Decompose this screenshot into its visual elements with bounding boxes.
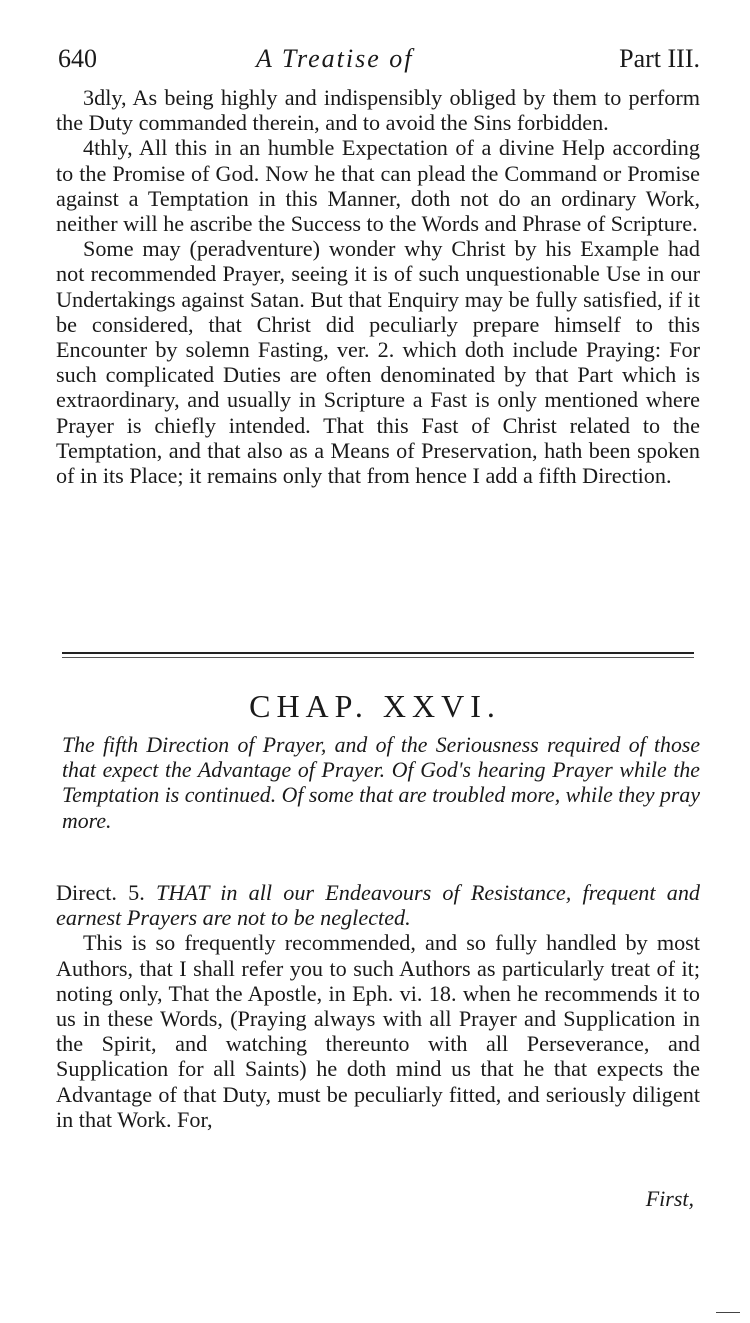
catchword: First, bbox=[645, 1186, 694, 1211]
chapter-heading: CHAP. XXVI. bbox=[249, 688, 501, 724]
section-divider bbox=[62, 652, 694, 654]
running-header bbox=[58, 44, 700, 84]
paragraph-prayer-wonder: Some may (peradventure) wonder why Christ by his Example had not recommended Prayer, seeing it is of such unquestionable Use in our Undertakings against Satan. But that Enquiry may be fully satisfied, if it be considered, that Christ did peculiarly prepare himself to this Encounter by solemn Fasting, ver. 2. which doth include Praying: For such complicated Duties are often denominated by that Part which is extraordinary, and usually in Scripture a Fast is only mentioned where Prayer is chiefly intended. That this Fast of Christ related to the Temptation, and that also as a Means of Preservation, hath been spoken of in its Place; it remains only that from hence I add a fifth Direction. bbox=[56, 236, 700, 489]
direction-text: THAT in all our Endeavours of Resistance, frequent and earnest Prayers are not to be neglected. bbox=[56, 880, 701, 931]
margin-mark bbox=[716, 1312, 740, 1313]
section-divider-thin bbox=[62, 657, 694, 658]
direction-paragraph bbox=[56, 880, 700, 930]
part-label: Part III. bbox=[619, 44, 700, 73]
chapter-summary: The fifth Direction of Prayer, and of the Seriousness required of those that expect the Advantage of Prayer. Of God's hearing Prayer while the Temptation is continued. Of some that are troubled more, while they pray more. bbox=[62, 733, 700, 833]
section-two-text bbox=[56, 880, 700, 1132]
direction-label: Direct. 5. bbox=[56, 880, 145, 905]
paragraph-thirdly: 3dly, As being highly and indispensibly obliged by them to perform the Duty commanded therein, and to avoid the Sins forbidden. bbox=[56, 85, 700, 136]
section-one-text bbox=[56, 85, 700, 488]
page-number: 640 bbox=[58, 44, 97, 73]
paragraph-frequently-recommended: This is so frequently recommended, and so fully handled by most Authors, that I shall refer you to such Authors as particularly treat of it; noting only, That the Apostle, in Eph. vi. 18. when he recommends it to us in these Words, (Praying always with all Prayer and Supplication in the Spirit, and watching thereunto with all Perseverance, and Supplication for all Saints) he doth mind us that he that expects the Advantage of that Duty, must be peculiarly fitted, and seriously diligent in that Work. For, bbox=[56, 930, 700, 1132]
running-title: A Treatise of bbox=[256, 44, 414, 73]
paragraph-fourthly: 4thly, All this in an humble Expectation of a divine Help according to the Promise of God. Now he that can plead the Command or Promise against a Temptation in this Manner, doth not do an ordinary Work, neither will he ascribe the Success to the Words and Phrase of Scripture. bbox=[56, 135, 700, 237]
